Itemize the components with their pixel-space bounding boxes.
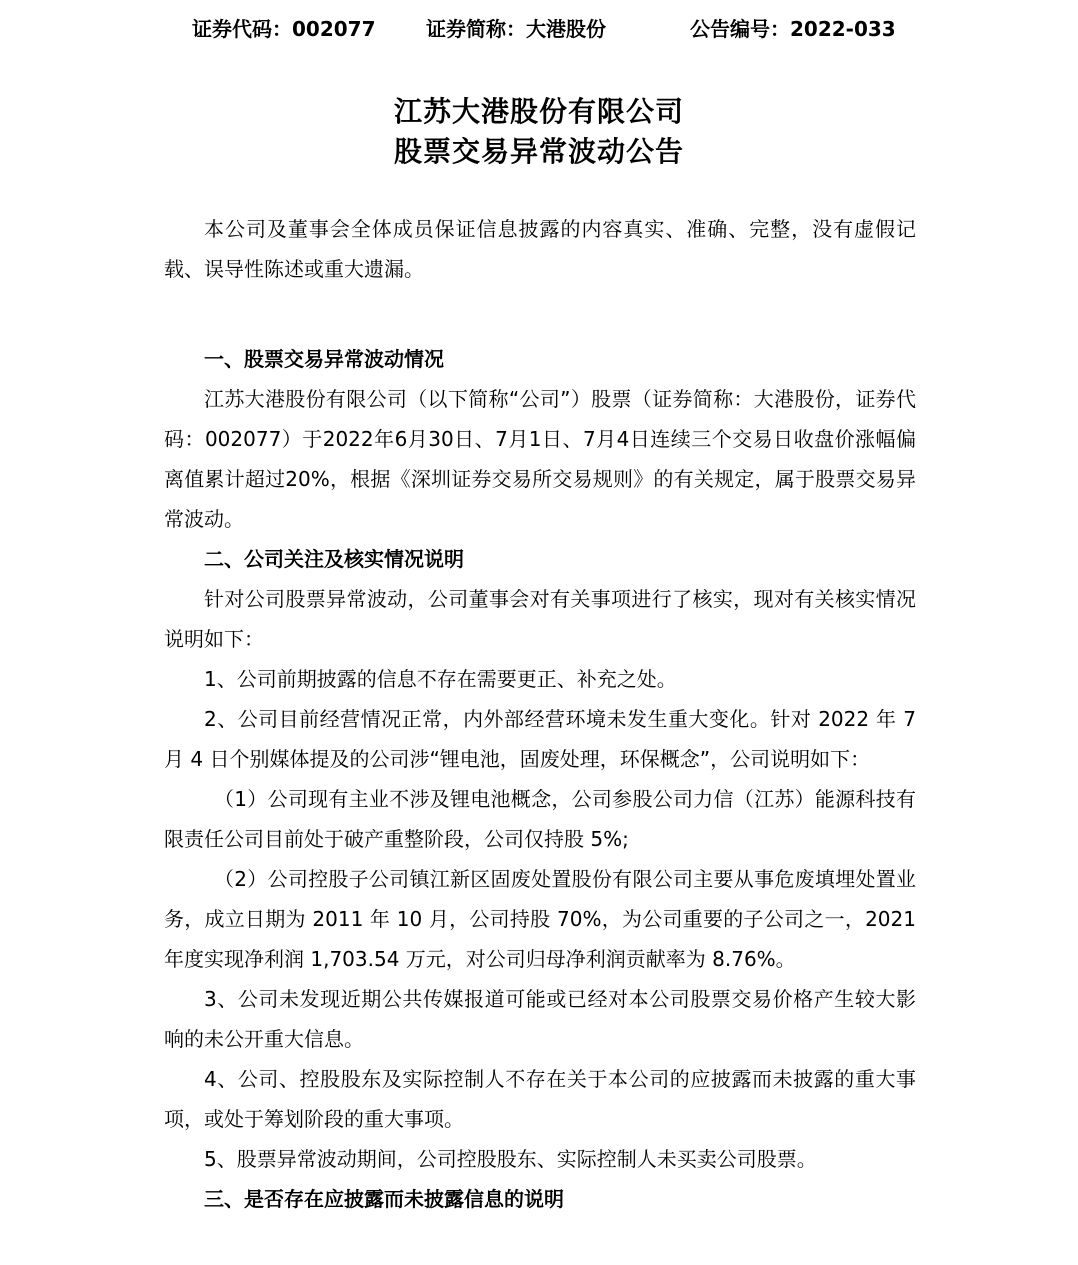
notice-number: 公告编号：2022-033 <box>690 17 896 41</box>
section1-heading: 一、股票交易异常波动情况 <box>204 347 444 371</box>
section2-item-2-sub-2: （2）公司控股子公司镇江新区固废处置股份有限公司主要从事危废填埋处置业务，成立日期为 2011 年 10 月，公司持股 70%，为公司重要的子公司之一，2021 年度实现净利润 1,703.54 万元，对公司归母净利润贡献率为 8.76%。 <box>164 867 916 971</box>
stock-code: 证券代码：002077 <box>192 17 376 41</box>
section2-item-4: 4、公司、控股股东及实际控制人不存在关于本公司的应披露而未披露的重大事项，或处于筹划阶段的重大事项。 <box>164 1067 916 1131</box>
section-spacer <box>164 289 916 339</box>
section2-item-1: 1、公司前期披露的信息不存在需要更正、补充之处。 <box>204 667 677 691</box>
notice-title: 股票交易异常波动公告 <box>393 135 684 168</box>
section2-item-2: 2、公司目前经营情况正常，内外部经营环境未发生重大变化。针对 2022 年 7 月 4 日个别媒体提及的公司涉“锂电池，固废处理，环保概念”，公司说明如下： <box>164 707 916 771</box>
section2-item-5: 5、股票异常波动期间，公司控股股东、实际控制人未买卖公司股票。 <box>204 1147 817 1171</box>
document-body <box>164 209 916 1219</box>
stock-abbreviation: 证券简称：大港股份 <box>426 17 606 41</box>
company-title: 江苏大港股份有限公司 <box>393 95 684 128</box>
board-statement: 本公司及董事会全体成员保证信息披露的内容真实、准确、完整，没有虚假记载、误导性陈述或重大遗漏。 <box>164 217 916 281</box>
section2-intro: 针对公司股票异常波动，公司董事会对有关事项进行了核实，现对有关核实情况说明如下： <box>164 587 916 651</box>
section1-body: 江苏大港股份有限公司（以下简称“公司”）股票（证券简称：大港股份，证券代码：002077）于2022年6月30日、7月1日、7月4日连续三个交易日收盘价涨幅偏离值累计超过20%，根据《深圳证券交易所交易规则》的有关规定，属于股票交易异常波动。 <box>164 387 916 531</box>
section2-heading: 二、公司关注及核实情况说明 <box>204 547 464 571</box>
section3-heading: 三、是否存在应披露而未披露信息的说明 <box>204 1187 564 1211</box>
document-header <box>0 12 1078 46</box>
section2-item-2-sub-1: （1）公司现有主业不涉及锂电池概念，公司参股公司力信（江苏）能源科技有限责任公司目前处于破产重整阶段，公司仅持股 5%; <box>164 787 916 851</box>
section2-item-3: 3、公司未发现近期公共传媒报道可能或已经对本公司股票交易价格产生较大影响的未公开重大信息。 <box>164 987 916 1051</box>
